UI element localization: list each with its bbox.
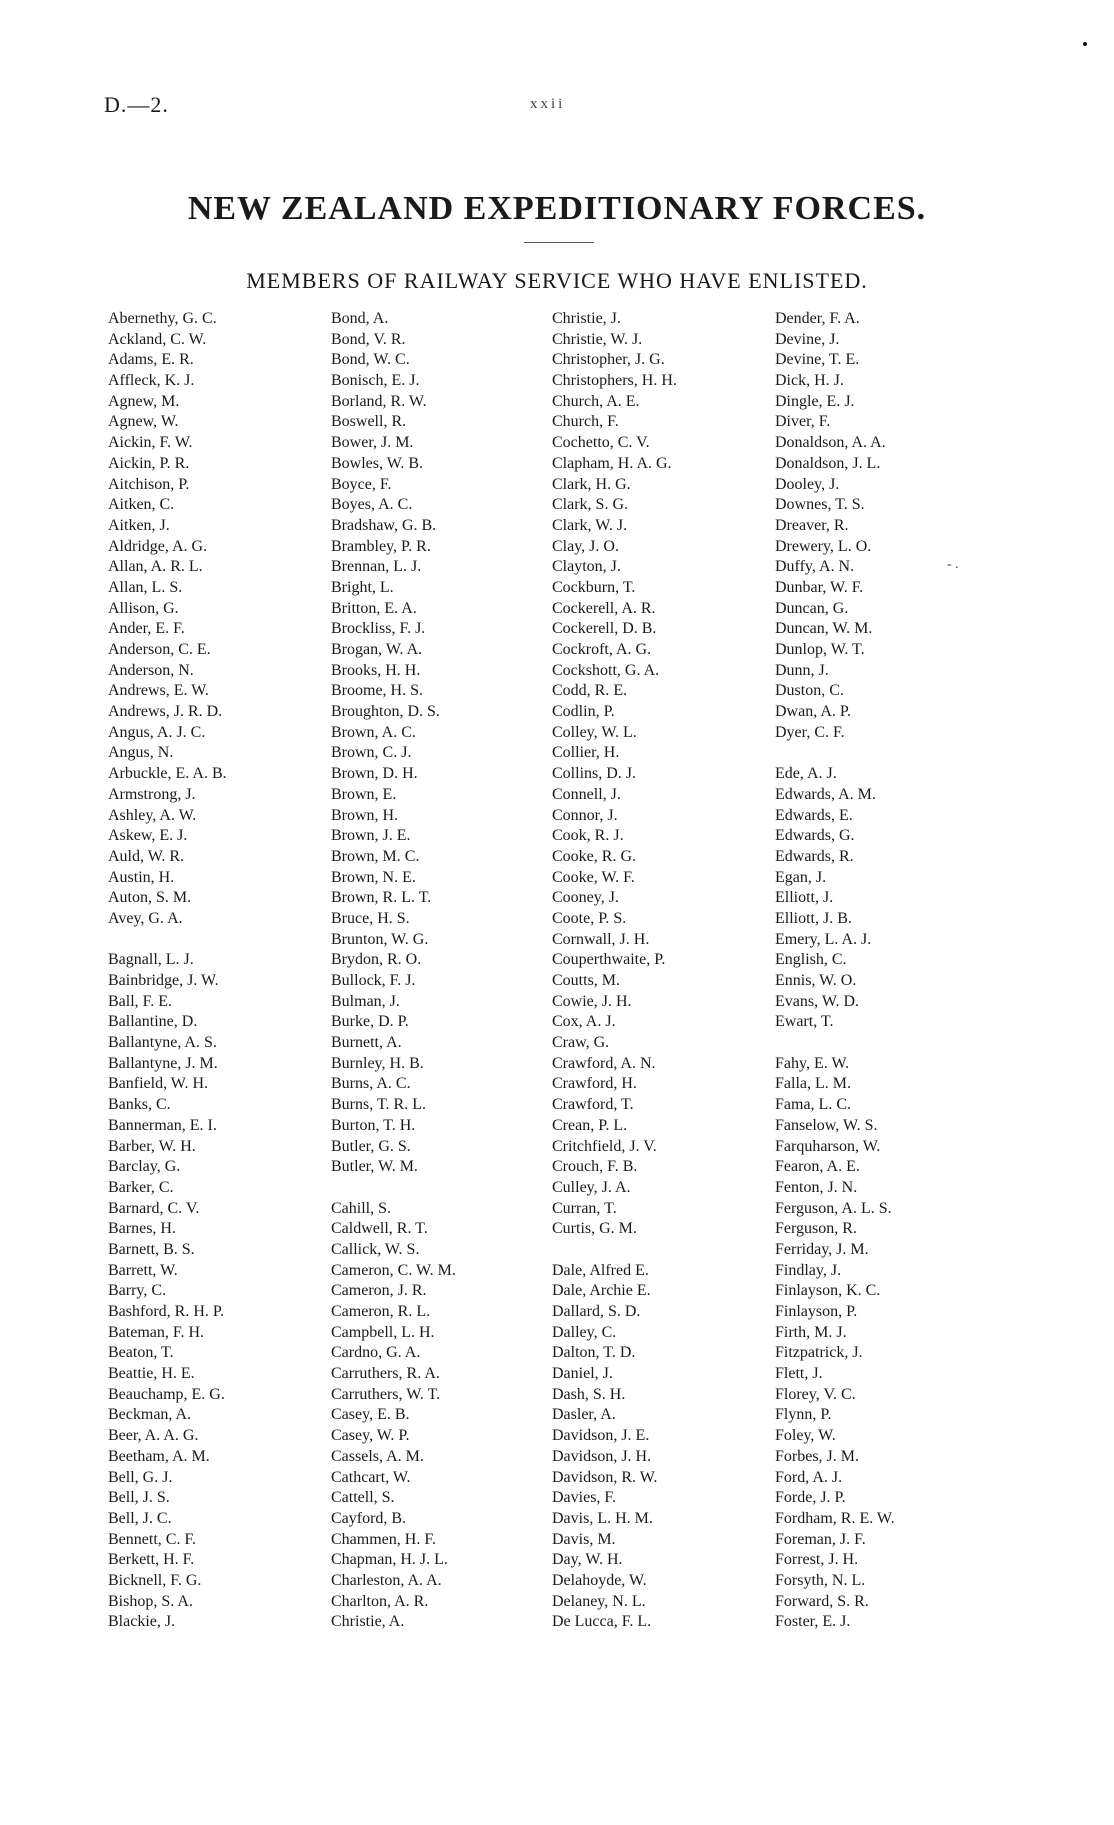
- enlisted-name: Curran, T.: [552, 1199, 617, 1217]
- enlisted-name: Cameron, R. L.: [331, 1303, 431, 1320]
- enlisted-name: Brennan, L. J.: [331, 558, 422, 576]
- enlisted-name: Clark, W. J.: [552, 516, 628, 534]
- enlisted-name: Adams, E. R.: [108, 351, 194, 369]
- enlisted-name: Ander, E. F.: [108, 620, 185, 638]
- enlisted-name: Diver, F.: [775, 413, 831, 431]
- enlisted-name: Bennett, C. F.: [108, 1530, 197, 1548]
- enlisted-name: Caldwell, R. T.: [331, 1220, 428, 1238]
- margin-mark: ‑ .: [947, 557, 959, 572]
- enlisted-name: Ferguson, A. L. S.: [775, 1199, 892, 1217]
- enlisted-name: Cockerell, A. R.: [552, 599, 656, 617]
- title-divider: [524, 242, 594, 243]
- enlisted-name: Auld, W. R.: [108, 847, 185, 865]
- enlisted-name: Burns, A. C.: [331, 1075, 411, 1093]
- enlisted-name: Ferguson, R.: [775, 1220, 857, 1238]
- enlisted-name: Findlay, J.: [775, 1261, 842, 1279]
- enlisted-name: Andrews, J. R. D.: [108, 703, 223, 721]
- enlisted-name: Cameron, J. R.: [331, 1282, 427, 1300]
- enlisted-name: Blackie, J.: [108, 1613, 176, 1631]
- enlisted-name: Burton, T. H.: [331, 1116, 416, 1134]
- enlisted-name: Carruthers, R. A.: [331, 1365, 440, 1383]
- enlisted-name: Agnew, M.: [108, 392, 180, 410]
- enlisted-name: Broome, H. S.: [331, 682, 423, 700]
- enlisted-name: Dunlop, W. T.: [775, 641, 865, 658]
- page-mark-dot: [1083, 42, 1087, 46]
- enlisted-name: Brown, J. E.: [331, 827, 411, 845]
- enlisted-name: Bateman, F. H.: [108, 1323, 205, 1341]
- enlisted-name: Ballantyne, J. M.: [108, 1054, 218, 1072]
- document-reference: D.—2.: [104, 92, 169, 117]
- enlisted-name: Anderson, N.: [108, 661, 194, 679]
- enlisted-name: Chammen, H. F.: [331, 1530, 436, 1548]
- enlisted-name: Cockroft, A. G.: [552, 641, 652, 658]
- enlisted-name: Devine, J.: [775, 330, 840, 348]
- enlisted-name: Devine, T. E.: [775, 351, 860, 369]
- enlisted-name: Farquharson, W.: [775, 1137, 881, 1155]
- enlisted-name: Fearon, A. E.: [775, 1158, 860, 1176]
- enlisted-name: Beckman, A.: [108, 1406, 192, 1424]
- enlisted-name: Bell, G. J.: [108, 1468, 173, 1486]
- enlisted-name: Brown, H.: [331, 806, 399, 824]
- enlisted-name: Cowie, J. H.: [552, 992, 632, 1010]
- enlisted-name: Fordham, R. E. W.: [775, 1509, 895, 1527]
- enlisted-name: Barber, W. H.: [108, 1137, 196, 1155]
- enlisted-name: Barrett, W.: [108, 1261, 178, 1279]
- enlisted-name: Berkett, H. F.: [108, 1551, 195, 1569]
- enlisted-name: Davidson, J. E.: [552, 1427, 650, 1445]
- enlisted-name: Crawford, T.: [552, 1096, 634, 1114]
- enlisted-name: Forbes, J. M.: [775, 1447, 860, 1465]
- enlisted-name: Bannerman, E. I.: [108, 1116, 217, 1134]
- enlisted-name: Ferriday, J. M.: [775, 1240, 869, 1258]
- enlisted-name: Aitken, J.: [108, 516, 170, 534]
- enlisted-name: Connor, J.: [552, 806, 618, 824]
- enlisted-name: English, C.: [775, 951, 847, 969]
- enlisted-name: Brown, M. C.: [331, 847, 420, 865]
- enlisted-name: Bond, V. R.: [331, 330, 406, 348]
- enlisted-name: Cattell, S.: [331, 1489, 395, 1507]
- enlisted-name: Brown, A. C.: [331, 723, 416, 741]
- enlisted-name: Christie, W. J.: [552, 330, 643, 348]
- names-column-1: [108, 309, 318, 1633]
- enlisted-name: Allan, L. S.: [108, 578, 183, 596]
- enlisted-name: Dender, F. A.: [775, 310, 860, 327]
- enlisted-name: Duston, C.: [775, 682, 844, 700]
- enlisted-name: Evans, W. D.: [775, 992, 859, 1010]
- enlisted-name: Christie, A.: [331, 1613, 405, 1631]
- page-title: NEW ZEALAND EXPEDITIONARY FORCES.: [187, 190, 927, 227]
- section-gap: [108, 930, 318, 951]
- enlisted-name: Brown, D. H.: [331, 765, 418, 783]
- enlisted-name: Bonisch, E. J.: [331, 372, 420, 390]
- enlisted-name: Collier, H.: [552, 744, 620, 762]
- enlisted-name: Barker, C.: [108, 1178, 174, 1196]
- enlisted-name: Broughton, D. S.: [331, 703, 440, 721]
- enlisted-name: Edwards, G.: [775, 827, 855, 845]
- enlisted-name: Andrews, E. W.: [108, 682, 209, 700]
- enlisted-name: Casey, E. B.: [331, 1406, 410, 1424]
- enlisted-name: Ball, F. E.: [108, 992, 173, 1010]
- enlisted-name: Delahoyde, W.: [552, 1571, 647, 1589]
- enlisted-name: Auton, S. M.: [108, 889, 192, 907]
- enlisted-name: Daniel, J.: [552, 1365, 613, 1383]
- enlisted-name: Barnes, H.: [108, 1220, 176, 1238]
- enlisted-name: Anderson, C. E.: [108, 641, 211, 658]
- enlisted-name: Cooke, R. G.: [552, 847, 636, 865]
- section-gap: [775, 1033, 985, 1054]
- enlisted-name: Crawford, H.: [552, 1075, 637, 1093]
- enlisted-name: Allan, A. R. L.: [108, 558, 203, 576]
- names-column-3: [552, 309, 762, 1633]
- enlisted-name: Cassels, A. M.: [331, 1447, 424, 1465]
- enlisted-name: Fahy, E. W.: [775, 1054, 850, 1072]
- enlisted-name: Callick, W. S.: [331, 1240, 420, 1258]
- enlisted-name: Bell, J. C.: [108, 1509, 172, 1527]
- enlisted-name: Dalley, C.: [552, 1323, 617, 1341]
- enlisted-name: Cardno, G. A.: [331, 1344, 421, 1362]
- enlisted-name: Brogan, W. A.: [331, 641, 423, 658]
- enlisted-name: Critchfield, J. V.: [552, 1137, 657, 1155]
- enlisted-name: Duncan, W. M.: [775, 620, 873, 638]
- enlisted-name: Cook, R. J.: [552, 827, 624, 845]
- enlisted-name: Cameron, C. W. M.: [331, 1261, 456, 1279]
- enlisted-name: Collins, D. J.: [552, 765, 637, 783]
- enlisted-name: Christopher, J. G.: [552, 351, 665, 369]
- enlisted-name: Boyce, F.: [331, 475, 392, 493]
- enlisted-name: Flynn, P.: [775, 1406, 832, 1424]
- enlisted-name: Dreaver, R.: [775, 516, 849, 534]
- enlisted-name: Crawford, A. N.: [552, 1054, 656, 1072]
- enlisted-name: Aldridge, A. G.: [108, 537, 208, 555]
- enlisted-name: Craw, G.: [552, 1034, 610, 1052]
- enlisted-name: Armstrong, J.: [108, 785, 196, 803]
- enlisted-name: Dyer, C. F.: [775, 723, 845, 741]
- enlisted-name: Edwards, A. M.: [775, 785, 876, 803]
- enlisted-name: Barnett, B. S.: [108, 1240, 195, 1258]
- enlisted-name: Cayford, B.: [331, 1509, 407, 1527]
- enlisted-name: Dingle, E. J.: [775, 392, 855, 410]
- enlisted-name: Firth, M. J.: [775, 1323, 847, 1341]
- enlisted-name: Bainbridge, J. W.: [108, 972, 219, 989]
- enlisted-name: Forde, J. P.: [775, 1489, 846, 1507]
- enlisted-name: Burns, T. R. L.: [331, 1096, 426, 1114]
- enlisted-name: Charlton, A. R.: [331, 1592, 429, 1610]
- enlisted-name: Bell, J. S.: [108, 1489, 170, 1507]
- enlisted-name: Flett, J.: [775, 1365, 823, 1383]
- enlisted-name: Coote, P. S.: [552, 909, 627, 927]
- enlisted-name: Fama, L. C.: [775, 1096, 851, 1114]
- enlisted-name: Angus, N.: [108, 744, 174, 762]
- enlisted-name: Dwan, A. P.: [775, 703, 852, 721]
- enlisted-name: Cockshott, G. A.: [552, 661, 660, 679]
- enlisted-name: Boyes, A. C.: [331, 496, 413, 514]
- enlisted-name: Downes, T. S.: [775, 496, 865, 514]
- enlisted-name: Foreman, J. F.: [775, 1530, 866, 1548]
- enlisted-name: Barnard, C. V.: [108, 1199, 200, 1217]
- enlisted-name: Barry, C.: [108, 1282, 167, 1300]
- enlisted-name: Christie, J.: [552, 310, 621, 327]
- enlisted-name: Drewery, L. O.: [775, 537, 872, 555]
- enlisted-name: Cooke, W. F.: [552, 868, 635, 886]
- enlisted-name: Burnley, H. B.: [331, 1054, 424, 1072]
- enlisted-name: Dunn, J.: [775, 661, 829, 679]
- enlisted-name: Beauchamp, E. G.: [108, 1385, 225, 1403]
- enlisted-name: Dale, Archie E.: [552, 1282, 651, 1300]
- enlisted-name: Beer, A. A. G.: [108, 1427, 199, 1445]
- enlisted-name: Clayton, J.: [552, 558, 621, 576]
- names-column-4: [775, 309, 985, 1633]
- enlisted-name: Davidson, R. W.: [552, 1468, 658, 1486]
- enlisted-name: Bradshaw, G. B.: [331, 516, 437, 534]
- enlisted-name: Barclay, G.: [108, 1158, 181, 1176]
- enlisted-name: Duffy, A. N.: [775, 558, 855, 576]
- enlisted-name: Aitken, C.: [108, 496, 175, 514]
- enlisted-name: Emery, L. A. J.: [775, 930, 872, 948]
- enlisted-name: Crean, P. L.: [552, 1116, 628, 1134]
- enlisted-name: Brockliss, F. J.: [331, 620, 426, 638]
- enlisted-name: Delaney, N. L.: [552, 1592, 646, 1610]
- enlisted-name: Bishop, S. A.: [108, 1592, 193, 1610]
- enlisted-name: Britton, E. A.: [331, 599, 417, 617]
- enlisted-name: Askew, E. J.: [108, 827, 188, 845]
- enlisted-name: Cahill, S.: [331, 1199, 392, 1217]
- enlisted-name: Burnett, A.: [331, 1034, 402, 1052]
- enlisted-name: Davis, M.: [552, 1530, 616, 1548]
- enlisted-name: Bashford, R. H. P.: [108, 1303, 225, 1320]
- enlisted-name: Dick, H. J.: [775, 372, 844, 390]
- enlisted-name: Ewart, T.: [775, 1013, 834, 1031]
- enlisted-name: Davidson, J. H.: [552, 1447, 652, 1465]
- enlisted-name: Christophers, H. H.: [552, 372, 677, 390]
- enlisted-name: Florey, V. C.: [775, 1385, 856, 1403]
- enlisted-name: Brown, C. J.: [331, 744, 412, 762]
- enlisted-name: Donaldson, A. A.: [775, 434, 886, 452]
- enlisted-name: Brooks, H. H.: [331, 661, 421, 679]
- enlisted-name: Allison, G.: [108, 599, 179, 617]
- enlisted-name: Ede, A. J.: [775, 765, 837, 783]
- enlisted-name: Elliott, J.: [775, 889, 834, 907]
- enlisted-name: Aickin, F. W.: [108, 434, 193, 452]
- enlisted-name: Codd, R. E.: [552, 682, 628, 700]
- enlisted-name: Bullock, F. J.: [331, 972, 416, 989]
- enlisted-name: Beaton, T.: [108, 1344, 174, 1362]
- enlisted-name: Brambley, P. R.: [331, 537, 431, 555]
- enlisted-name: Falla, L. M.: [775, 1075, 851, 1093]
- enlisted-name: Beetham, A. M.: [108, 1447, 210, 1465]
- enlisted-name: Church, A. E.: [552, 392, 640, 410]
- enlisted-name: Davis, L. H. M.: [552, 1509, 653, 1527]
- enlisted-name: Cooney, J.: [552, 889, 619, 907]
- enlisted-name: Butler, G. S.: [331, 1137, 411, 1155]
- enlisted-name: Cockburn, T.: [552, 578, 636, 596]
- enlisted-name: Borland, R. W.: [331, 392, 427, 410]
- enlisted-name: Connell, J.: [552, 785, 621, 803]
- enlisted-name: Aitchison, P.: [108, 475, 190, 493]
- enlisted-name: Ford, A. J.: [775, 1468, 843, 1486]
- enlisted-name: Ackland, C. W.: [108, 330, 207, 348]
- enlisted-name: Duncan, G.: [775, 599, 849, 617]
- enlisted-name: Fanselow, W. S.: [775, 1116, 878, 1134]
- enlisted-name: Arbuckle, E. A. B.: [108, 765, 227, 783]
- enlisted-name: Church, F.: [552, 413, 619, 431]
- enlisted-name: Fenton, J. N.: [775, 1178, 858, 1196]
- enlisted-name: Affleck, K. J.: [108, 372, 195, 390]
- section-gap: [775, 743, 985, 764]
- enlisted-name: Forrest, J. H.: [775, 1551, 859, 1569]
- enlisted-name: Abernethy, G. C.: [108, 310, 217, 327]
- enlisted-name: Charleston, A. A.: [331, 1571, 442, 1589]
- enlisted-name: Couperthwaite, P.: [552, 951, 666, 969]
- enlisted-name: Aickin, P. R.: [108, 454, 190, 472]
- enlisted-name: Clark, H. G.: [552, 475, 631, 493]
- enlisted-name: Forward, S. R.: [775, 1592, 869, 1610]
- enlisted-name: Dunbar, W. F.: [775, 578, 864, 596]
- enlisted-name: Agnew, W.: [108, 413, 179, 431]
- enlisted-name: Brown, N. E.: [331, 868, 416, 886]
- enlisted-name: Burke, D. P.: [331, 1013, 409, 1031]
- enlisted-name: Campbell, L. H.: [331, 1323, 435, 1341]
- section-gap: [331, 1178, 541, 1199]
- enlisted-name: Culley, J. A.: [552, 1178, 631, 1196]
- enlisted-name: Banks, C.: [108, 1096, 171, 1114]
- enlisted-name: Brown, E.: [331, 785, 397, 803]
- enlisted-name: Chapman, H. J. L.: [331, 1551, 448, 1569]
- section-gap: [552, 1240, 762, 1261]
- enlisted-name: Cockerell, D. B.: [552, 620, 657, 638]
- enlisted-name: Coutts, M.: [552, 972, 621, 989]
- enlisted-name: Donaldson, J. L.: [775, 454, 881, 472]
- enlisted-name: Dasler, A.: [552, 1406, 616, 1424]
- page-subtitle: MEMBERS OF RAILWAY SERVICE WHO HAVE ENLISTED.: [246, 268, 868, 293]
- enlisted-name: Cox, A. J.: [552, 1013, 616, 1031]
- enlisted-name: Cornwall, J. H.: [552, 930, 650, 948]
- enlisted-name: Bruce, H. S.: [331, 909, 410, 927]
- enlisted-name: Ballantyne, A. S.: [108, 1034, 217, 1052]
- enlisted-name: Bond, W. C.: [331, 351, 410, 369]
- enlisted-name: Crouch, F. B.: [552, 1158, 638, 1176]
- enlisted-name: Banfield, W. H.: [108, 1075, 208, 1093]
- enlisted-name: Edwards, E.: [775, 806, 853, 824]
- enlisted-name: Dash, S. H.: [552, 1385, 626, 1403]
- enlisted-name: Curtis, G. M.: [552, 1220, 637, 1238]
- enlisted-name: Bower, J. M.: [331, 434, 414, 452]
- enlisted-name: Angus, A. J. C.: [108, 723, 206, 741]
- enlisted-name: Brown, R. L. T.: [331, 889, 432, 907]
- enlisted-name: Foster, E. J.: [775, 1613, 851, 1631]
- enlisted-name: Beattie, H. E.: [108, 1365, 195, 1383]
- enlisted-name: Brydon, R. O.: [331, 951, 422, 969]
- enlisted-name: Dalton, T. D.: [552, 1344, 636, 1362]
- enlisted-name: Bowles, W. B.: [331, 454, 424, 472]
- enlisted-name: Bicknell, F. G.: [108, 1571, 202, 1589]
- enlisted-name: Ennis, W. O.: [775, 972, 857, 989]
- enlisted-name: Brunton, W. G.: [331, 930, 429, 948]
- enlisted-name: Austin, H.: [108, 868, 175, 886]
- enlisted-name: Bright, L.: [331, 578, 394, 596]
- enlisted-name: Davies, F.: [552, 1489, 617, 1507]
- enlisted-name: Clark, S. G.: [552, 496, 628, 514]
- enlisted-name: Ballantine, D.: [108, 1013, 198, 1031]
- enlisted-name: De Lucca, F. L.: [552, 1613, 652, 1631]
- enlisted-name: Casey, W. P.: [331, 1427, 410, 1445]
- enlisted-name: Bagnall, L. J.: [108, 951, 194, 969]
- enlisted-name: Clay, J. O.: [552, 537, 619, 555]
- enlisted-name: Finlayson, K. C.: [775, 1282, 881, 1300]
- enlisted-name: Egan, J.: [775, 868, 827, 886]
- enlisted-name: Bond, A.: [331, 310, 389, 327]
- enlisted-name: Clapham, H. A. G.: [552, 454, 672, 472]
- enlisted-name: Dooley, J.: [775, 475, 840, 493]
- enlisted-name: Codlin, P.: [552, 703, 615, 721]
- enlisted-name: Boswell, R.: [331, 413, 407, 431]
- enlisted-name: Edwards, R.: [775, 847, 854, 865]
- names-column-2: [331, 309, 541, 1633]
- enlisted-name: Dale, Alfred E.: [552, 1261, 649, 1279]
- enlisted-name: Carruthers, W. T.: [331, 1385, 441, 1403]
- enlisted-name: Cathcart, W.: [331, 1468, 411, 1486]
- enlisted-name: Butler, W. M.: [331, 1158, 418, 1176]
- enlisted-name: Fitzpatrick, J.: [775, 1344, 863, 1362]
- enlisted-name: Forsyth, N. L.: [775, 1571, 866, 1589]
- enlisted-name: Avey, G. A.: [108, 909, 183, 927]
- enlisted-name: Colley, W. L.: [552, 723, 637, 741]
- enlisted-name: Finlayson, P.: [775, 1303, 858, 1320]
- enlisted-name: Cochetto, C. V.: [552, 434, 650, 452]
- enlisted-name: Bulman, J.: [331, 992, 400, 1010]
- enlisted-name: Elliott, J. B.: [775, 909, 852, 927]
- enlisted-name: Foley, W.: [775, 1427, 836, 1445]
- enlisted-name: Ashley, A. W.: [108, 806, 197, 824]
- page-number: xxii: [530, 96, 566, 112]
- enlisted-name: Day, W. H.: [552, 1551, 623, 1569]
- enlisted-name: Dallard, S. D.: [552, 1303, 641, 1320]
